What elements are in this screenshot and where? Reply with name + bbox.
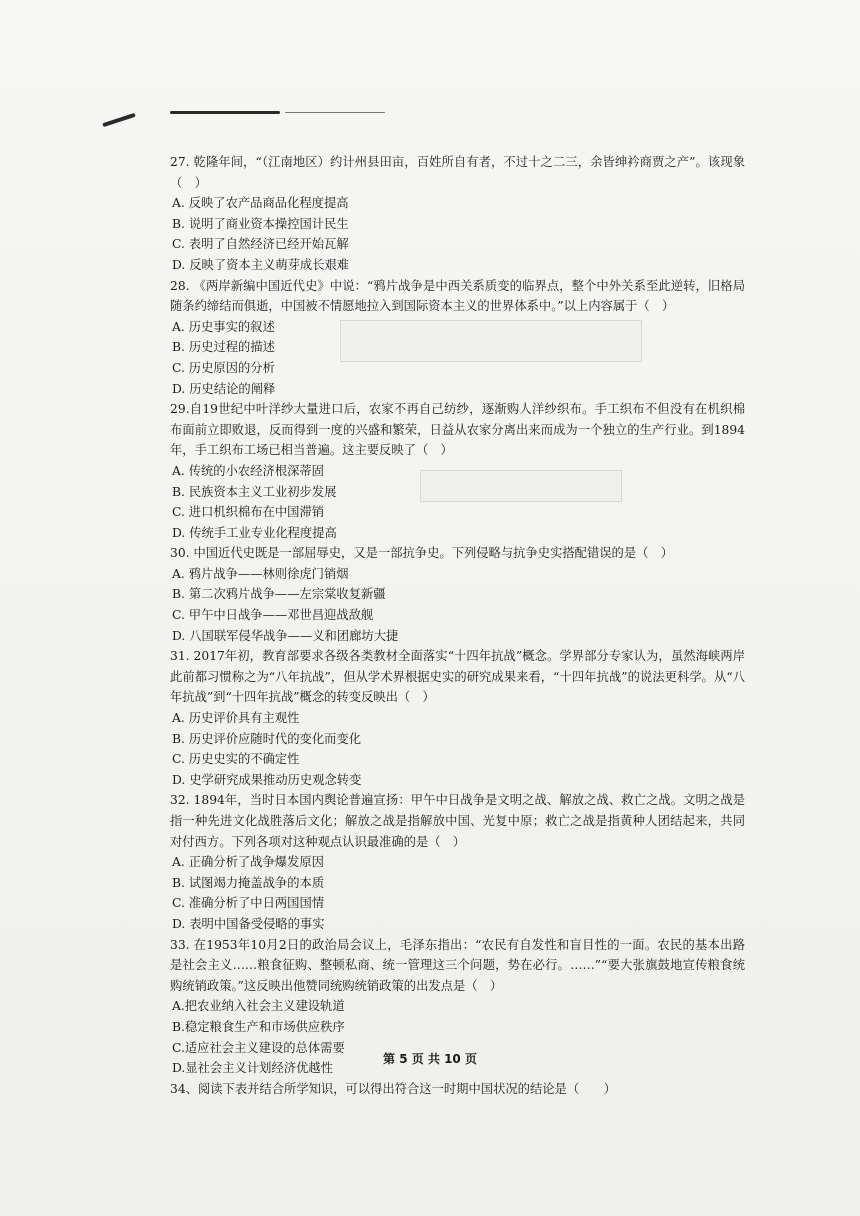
question-stem: 32. 1894年，当时日本国内舆论普遍宣扬：甲午中日战争是文明之战、解放之战、救亡之战。文明之战是指一种先进文化战胜落后文化；解放之战是指解放中国、光复中原；救亡之战是指黄种人团结起来，共同对付西方。下列各项对这种观点认识最准确的是（ ）: [170, 793, 745, 849]
question-stem: 29.自19世纪中叶洋纱大量进口后，农家不再自己纺纱，逐渐购人洋纱织布。手工织布不但没有在机织棉布面前立即败退，反而得到一度的兴盛和繁荣，日益从农家分离出来而成为一个独立的生产行业。到1894年，手工织布工场已相当普遍。这主要反映了（ ）: [170, 402, 745, 458]
answer-option: B.稳定粮食生产和市场供应秩序: [172, 1019, 345, 1034]
question-stem: 33. 在1953年10月2日的政治局会议上，毛泽东指出：“农民有自发性和盲目性的一面。农民的基本出路是社会主义……粮食征购、整顿私商、统一管理这三个问题，势在必行。……”“要大张旗鼓地宣传粮食统购统销政策。”这反映出他赞同统购统销政策的出发点是（ ）: [170, 937, 745, 993]
question-item: [170, 790, 745, 934]
question-item: [170, 1079, 745, 1100]
answer-option: A. 反映了农产品商品化程度提高: [172, 196, 349, 211]
answer-option: A. 历史评价具有主观性: [172, 711, 300, 726]
question-stem: 31. 2017年初，教育部要求各级各类教材全面落实“十四年抗战”概念。学界部分专家认为，虽然海峡两岸此前都习惯称之为“八年抗战”，但从学术界根据史实的研究成果来看，“十四年抗战”的说法更科学。从“八年抗战”到“十四年抗战”概念的转变反映出（ ）: [170, 649, 745, 705]
answer-option: B. 说明了商业资本操控国计民生: [172, 216, 349, 231]
answer-option: C. 进口机织棉布在中国滞销: [172, 505, 325, 520]
answer-option: D. 八国联军侵华战争——义和团廊坊大捷: [172, 628, 399, 643]
scan-streak-left: [102, 113, 136, 127]
question-item: [170, 152, 745, 276]
answer-option: A. 正确分析了战争爆发原因: [172, 855, 324, 870]
question-item: [170, 543, 745, 646]
answer-option: A. 传统的小农经济根深蒂固: [172, 463, 324, 478]
answer-option: A. 鸦片战争——林则徐虎门销烟: [172, 566, 349, 581]
answer-option: C. 历史原因的分析: [172, 360, 275, 375]
question-list: [170, 152, 745, 1099]
question-item: [170, 399, 745, 543]
answer-option: D. 历史结论的阐释: [172, 381, 276, 396]
question-stem: 30. 中国近代史既是一部屈辱史，又是一部抗争史。下列侵略与抗争史实搭配错误的是（ ）: [170, 546, 674, 561]
answer-option: C. 历史史实的不确定性: [172, 752, 300, 767]
answer-option: A. 历史事实的叙述: [172, 319, 275, 334]
scan-streak-top: [170, 111, 280, 114]
answer-option: D.显社会主义计划经济优越性: [172, 1061, 333, 1076]
answer-option: A.把农业纳入社会主义建设轨道: [172, 999, 345, 1014]
answer-option: C. 甲午中日战争——邓世昌迎战敌舰: [172, 608, 374, 623]
question-stem: 34、阅读下表并结合所学知识，可以得出符合这一时期中国状况的结论是（ ）: [170, 1081, 617, 1096]
answer-option: B. 历史评价应随时代的变化而变化: [172, 731, 362, 746]
question-item: [170, 276, 745, 400]
question-item: [170, 646, 745, 790]
answer-option: C. 表明了自然经济已经开始瓦解: [172, 237, 349, 252]
answer-option: B. 试图竭力掩盖战争的本质: [172, 875, 325, 890]
answer-option: D. 表明中国备受侵略的事实: [172, 916, 325, 931]
answer-option: C. 准确分析了中日两国国情: [172, 896, 325, 911]
scan-streak-top-thin: [285, 112, 385, 113]
page-number: 第 5 页 共 10 页: [383, 1052, 477, 1066]
answer-option: B. 民族资本主义工业初步发展: [172, 484, 337, 499]
question-stem: 27. 乾隆年间，“（江南地区）约计州县田亩，百姓所自有者，不过十之二三，余皆绅衿商贾之产”。该现象（ ）: [170, 155, 745, 190]
answer-option: B. 第二次鸦片战争——左宗棠收复新疆: [172, 587, 386, 602]
question-stem: 28. 《两岸新编中国近代史》中说：“鸦片战争是中西关系质变的临界点，整个中外关系至此逆转，旧格局随条约缔结而俱逝，中国被不情愿地拉入到国际资本主义的世界体系中。”以上内容属于（ ）: [170, 278, 745, 314]
answer-option: D. 史学研究成果推动历史观念转变: [172, 772, 362, 787]
answer-option: C.适应社会主义建设的总体需要: [172, 1040, 345, 1055]
answer-option: D. 反映了资本主义萌芽成长艰难: [172, 257, 350, 272]
answer-option: B. 历史过程的描述: [172, 340, 275, 355]
answer-option: D. 传统手工业专业化程度提高: [172, 525, 337, 540]
